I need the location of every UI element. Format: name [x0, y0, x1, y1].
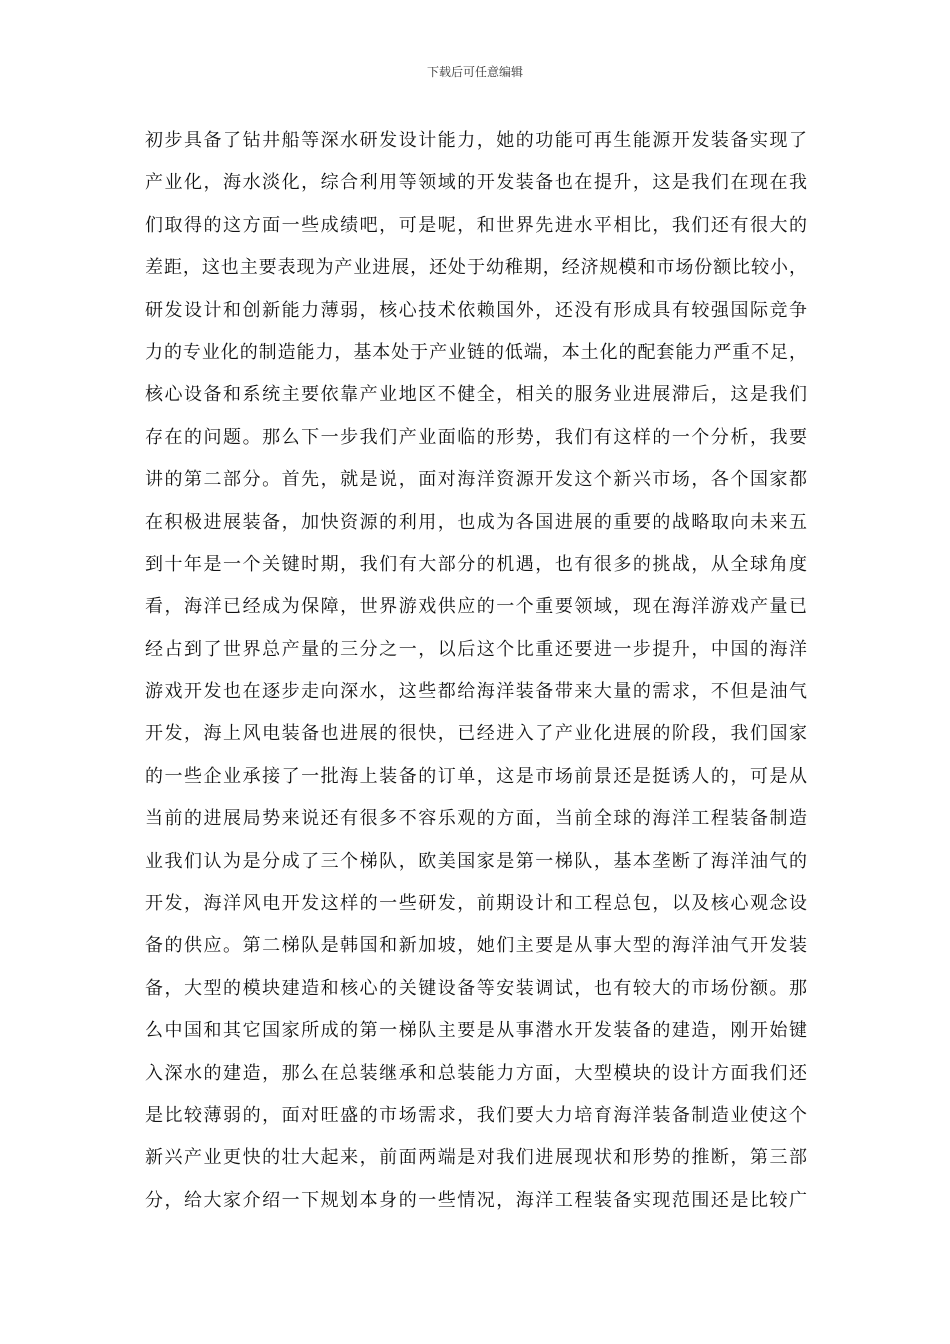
text-line: 么中国和其它国家所成的第一梯队主要是从事潜水开发装备的建造，刚开始键 [145, 1020, 807, 1042]
text-line: 差距，这也主要表现为产业进展，还处于幼稚期，经济规模和市场份额比较小， [145, 257, 807, 279]
text-line: 当前的进展局势来说还有很多不容乐观的方面，当前全球的海洋工程装备制造 [145, 808, 807, 830]
text-line: 新兴产业更快的壮大起来，前面两端是对我们进展现状和形势的推断，第三部 [145, 1147, 807, 1169]
text-line: 力的专业化的制造能力，基本处于产业链的低端，本土化的配套能力严重不足， [145, 341, 807, 363]
text-line: 入深水的建造，那么在总装继承和总装能力方面，大型模块的设计方面我们还 [145, 1062, 807, 1084]
text-line: 业我们认为是分成了三个梯队，欧美国家是第一梯队，基本垄断了海洋油气的 [145, 850, 807, 872]
text-line: 存在的问题。那么下一步我们产业面临的形势，我们有这样的一个分析，我要 [145, 426, 807, 448]
text-line: 研发设计和创新能力薄弱，核心技术依赖国外，还没有形成具有较强国际竞争 [145, 299, 807, 321]
text-line: 备的供应。第二梯队是韩国和新加坡，她们主要是从事大型的海洋油气开发装 [145, 935, 807, 957]
text-line: 备，大型的模块建造和核心的关键设备等安装调试，也有较大的市场份额。那 [145, 977, 807, 999]
text-line: 讲的第二部分。首先，就是说，面对海洋资源开发这个新兴市场，各个国家都 [145, 469, 807, 491]
text-line: 们取得的这方面一些成绩吧，可是呢，和世界先进水平相比，我们还有很大的 [145, 214, 807, 236]
text-line: 经占到了世界总产量的三分之一，以后这个比重还要进一步提升，中国的海洋 [145, 638, 807, 660]
text-line: 到十年是一个关键时期，我们有大部分的机遇，也有很多的挑战，从全球角度 [145, 553, 807, 575]
text-line: 分，给大家介绍一下规划本身的一些情况，海洋工程装备实现范围还是比较广 [145, 1189, 807, 1211]
text-line: 看，海洋已经成为保障，世界游戏供应的一个重要领域，现在海洋游戏产量已 [145, 596, 807, 618]
text-line: 初步具备了钻井船等深水研发设计能力，她的功能可再生能源开发装备实现了 [145, 130, 807, 151]
text-line: 开发，海洋风电开发这样的一些研发，前期设计和工程总包，以及核心观念设 [145, 893, 807, 915]
page-header: 下载后可任意编辑 [426, 65, 523, 79]
text-line: 开发，海上风电装备也进展的很快，已经进入了产业化进展的阶段，我们国家 [145, 723, 807, 745]
text-line: 是比较薄弱的，面对旺盛的市场需求，我们要大力培育海洋装备制造业使这个 [145, 1104, 807, 1126]
text-line: 游戏开发也在逐步走向深水，这些都给海洋装备带来大量的需求，不但是油气 [145, 681, 807, 703]
text-line: 的一些企业承接了一批海上装备的订单，这是市场前景还是挺诱人的，可是从 [145, 765, 807, 787]
text-line: 在积极进展装备，加快资源的利用，也成为各国进展的重要的战略取向未来五 [145, 511, 807, 533]
text-line: 核心设备和系统主要依靠产业地区不健全，相关的服务业进展滞后，这是我们 [145, 384, 807, 406]
text-line: 产业化，海水淡化，综合利用等领域的开发装备也在提升，这是我们在现在我 [145, 172, 807, 194]
body-text [145, 120, 807, 1222]
